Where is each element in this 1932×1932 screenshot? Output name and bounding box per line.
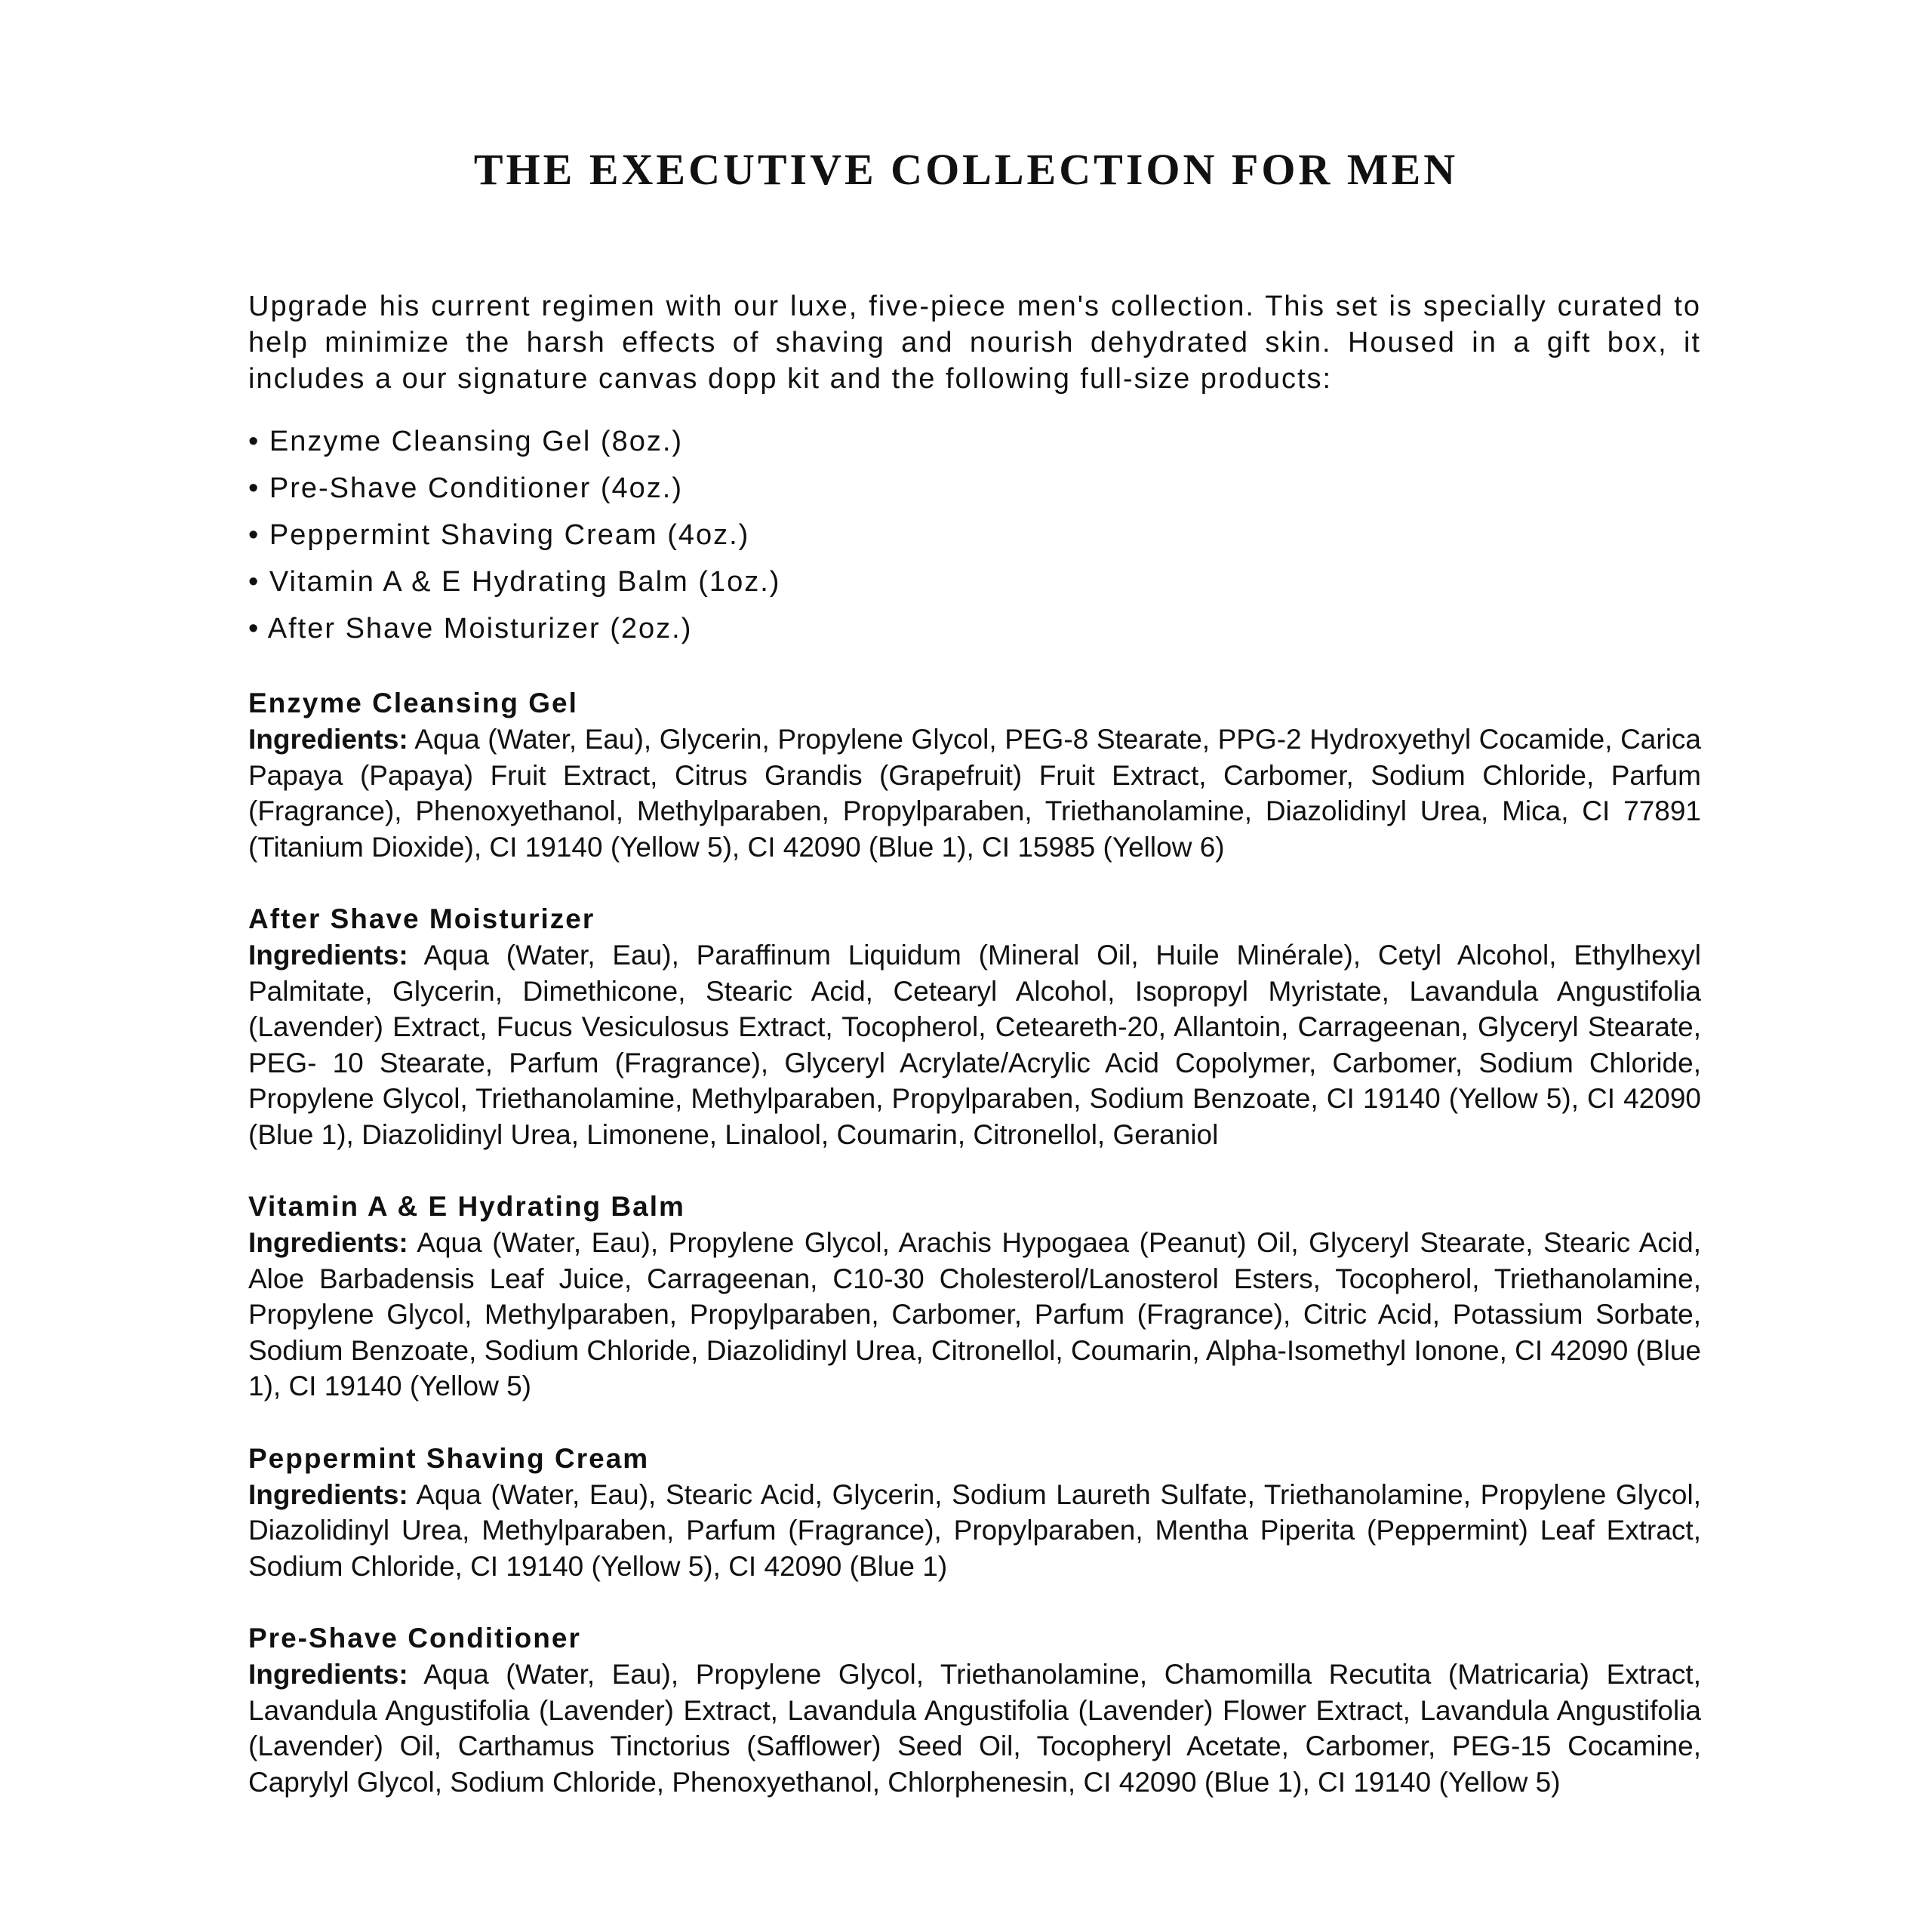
ingredients-label: Ingredients:	[248, 724, 408, 755]
section-heading: Enzyme Cleansing Gel	[248, 688, 578, 718]
section-heading: Pre-Shave Conditioner	[248, 1623, 581, 1654]
list-item: • Peppermint Shaving Cream (4oz.)	[248, 519, 750, 551]
section-peppermint-shaving-cream	[248, 1441, 1701, 1585]
product-list	[248, 418, 1701, 652]
ingredients-text	[248, 1477, 1701, 1585]
ingredients-list: Aqua (Water, Eau), Propylene Glycol, Triethanolamine, Chamomilla Recutita (Matricaria) Extract, Lavandula Angustifolia (Lavender) Extract, Lavandula Angustifolia (Lavender) Flower Extract, Lavandula Angustifolia (Lavender) Oil, Carthamus Tinctorius (Safflower) Seed Oil, Tocopheryl Acetate, Carbomer, PEG-15 Cocamine, Caprylyl Glycol, Sodium Chloride, Phenoxyethanol, Chlorphenesin, CI 42090 (Blue 1), CI 19140 (Yellow 5)	[248, 1659, 1701, 1798]
list-item: • After Shave Moisturizer (2oz.)	[248, 613, 693, 645]
ingredients-list: Aqua (Water, Eau), Paraffinum Liquidum (Mineral Oil, Huile Minérale), Cetyl Alcohol, Ethylhexyl Palmitate, Glycerin, Dimethicone, Stearic Acid, Cetearyl Alcohol, Isopropyl Myristate, Lavandula Angustifolia (Lavender) Extract, Fucus Vesiculosus Extract, Tocopherol, Ceteareth-20, Allantoin, Carrageenan, Glyceryl Stearate, PEG- 10 Stearate, Parfum (Fragrance), Glyceryl Acrylate/Acrylic Acid Copolymer, Carbomer, Sodium Chloride, Propylene Glycol, Triethanolamine, Methylparaben, Propylparaben, Sodium Benzoate, CI 19140 (Yellow 5), CI 42090 (Blue 1), Diazolidinyl Urea, Limonene, Linalool, Coumarin, Citronellol, Geraniol	[248, 940, 1701, 1150]
section-after-shave-moisturizer	[248, 901, 1701, 1152]
ingredients-list: Aqua (Water, Eau), Glycerin, Propylene Glycol, PEG-8 Stearate, PPG-2 Hydroxyethyl Cocamide, Carica Papaya (Papaya) Fruit Extract, Citrus Grandis (Grapefruit) Fruit Extract, Carbomer, Sodium Chloride, Parfum (Fragrance), Phenoxyethanol, Methylparaben, Propylparaben, Triethanolamine, Diazolidinyl Urea, Mica, CI 77891 (Titanium Dioxide), CI 19140 (Yellow 5), CI 42090 (Blue 1), CI 15985 (Yellow 6)	[248, 724, 1701, 863]
section-enzyme-cleansing-gel	[248, 685, 1701, 865]
page-title: THE EXECUTIVE COLLECTION FOR MEN	[473, 145, 1459, 194]
ingredients-text	[248, 1225, 1701, 1404]
ingredient-sections	[248, 685, 1701, 1800]
ingredients-label: Ingredients:	[248, 940, 408, 971]
section-heading: Vitamin A & E Hydrating Balm	[248, 1191, 685, 1222]
list-item: • Enzyme Cleansing Gel (8oz.)	[248, 426, 684, 457]
ingredients-label: Ingredients:	[248, 1478, 408, 1510]
ingredients-text	[248, 721, 1701, 865]
intro-paragraph: Upgrade his current regimen with our luxe, five-piece men's collection. This set is specially curated to help minimize the harsh effects of shaving and nourish dehydrated skin. Housed in a gift box, it includes a our signature canvas dopp kit and the following full-size products:	[248, 291, 1701, 395]
ingredients-text	[248, 937, 1701, 1152]
section-heading: Peppermint Shaving Cream	[248, 1442, 650, 1474]
ingredients-list: Aqua (Water, Eau), Stearic Acid, Glycerin, Sodium Laureth Sulfate, Triethanolamine, Propylene Glycol, Diazolidinyl Urea, Methylparaben, Parfum (Fragrance), Propylparaben, Mentha Piperita (Peppermint) Leaf Extract, Sodium Chloride, CI 19140 (Yellow 5), CI 42090 (Blue 1)	[248, 1478, 1701, 1582]
ingredients-label: Ingredients:	[248, 1659, 408, 1690]
document-page	[248, 0, 1701, 1800]
list-item: • Pre-Shave Conditioner (4oz.)	[248, 472, 683, 504]
section-vitamin-a-e-hydrating-balm	[248, 1189, 1701, 1404]
section-pre-shave-conditioner	[248, 1620, 1701, 1800]
ingredients-list: Aqua (Water, Eau), Propylene Glycol, Arachis Hypogaea (Peanut) Oil, Glyceryl Stearate, Stearic Acid, Aloe Barbadensis Leaf Juice, Carrageenan, C10-30 Cholesterol/Lanosterol Esters, Tocopherol, Triethanolamine, Propylene Glycol, Methylparaben, Propylparaben, Carbomer, Parfum (Fragrance), Citric Acid, Potassium Sorbate, Sodium Benzoate, Sodium Chloride, Diazolidinyl Urea, Citronellol, Coumarin, Alpha-Isomethyl Ionone, CI 42090 (Blue 1), CI 19140 (Yellow 5)	[248, 1227, 1701, 1401]
ingredients-label: Ingredients:	[248, 1227, 408, 1258]
list-item: • Vitamin A & E Hydrating Balm (1oz.)	[248, 566, 781, 598]
ingredients-text	[248, 1657, 1701, 1800]
section-heading: After Shave Moisturizer	[248, 903, 595, 934]
